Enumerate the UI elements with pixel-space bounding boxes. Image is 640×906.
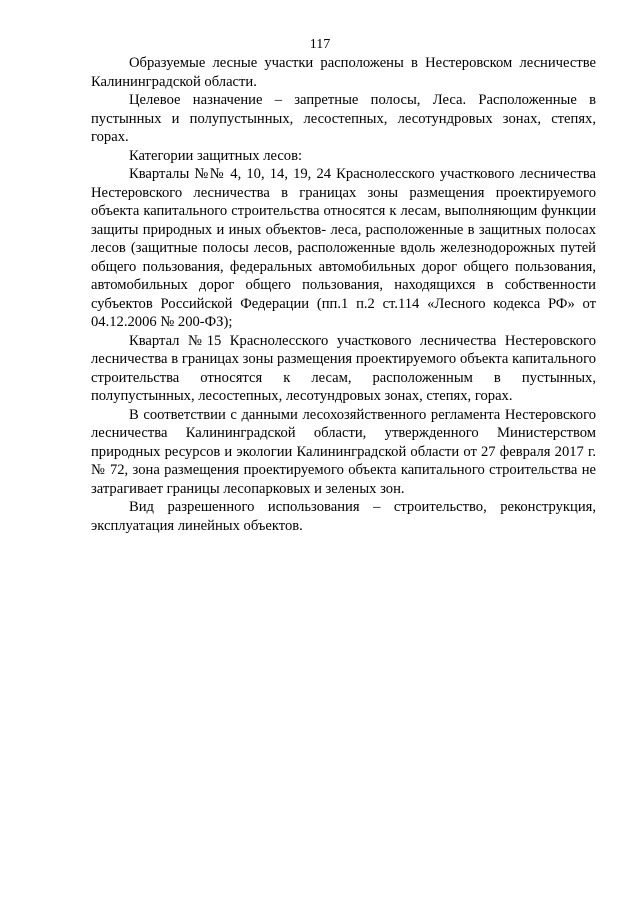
paragraph-quarter-15: Квартал №15 Краснолесского участкового лесничества Нестеровского лесничества в границах зоны размещения проектируемого объекта капитального строительства относятся к лесам, расположенным в пустынных, полупустынных, лесостепных, лесотундровых зонах, степях, горах. [91,332,596,404]
paragraph-quarters-list: Кварталы №№ 4, 10, 14, 19, 24 Краснолесского участкового лесничества Нестеровского лесничества в границах зоны размещения проектируемого объекта капитального строительства относятся к лесам, выполняющим функции защиты природных и иных объектов- леса, расположенные в защитных полосах лесов (защитные полосы лесов, расположенные вдоль железнодорожных путей общего пользования, федеральных автомобильных дорог общего пользования, автомобильных дорог общего пользования, находящихся в собственности субъектов Российской Федерации (пп.1 п.2 ст.114 «Лесного кодекса РФ» от 04.12.2006 № 200-ФЗ); [91,166,596,330]
paragraph-categories-heading: Категории защитных лесов: [129,147,303,164]
document-body [91,54,596,535]
paragraph-permitted-use: Вид разрешенного использования – строительство, реконструкция, эксплуатация линейных объектов. [91,499,596,534]
page-number: 117 [309,37,331,52]
paragraph-location: Образуемые лесные участки расположены в Нестеровском лесничестве Калининградской области. [91,55,596,90]
paragraph-purpose: Целевое назначение – запретные полосы, Леса. Расположенные в пустынных и полупустынных, лесостепных, лесотундровых зонах, степях, горах. [91,92,596,145]
paragraph-regulation: В соответствии с данными лесохозяйственного регламента Нестеровского лесничества Калининградской области, утвержденного Министерством природных ресурсов и экологии Калининградской области от 27 февраля 2017 г. № 72, зона размещения проектируемого объекта капитального строительства не затрагивает границы лесопарковых и зеленых зон. [91,406,596,497]
